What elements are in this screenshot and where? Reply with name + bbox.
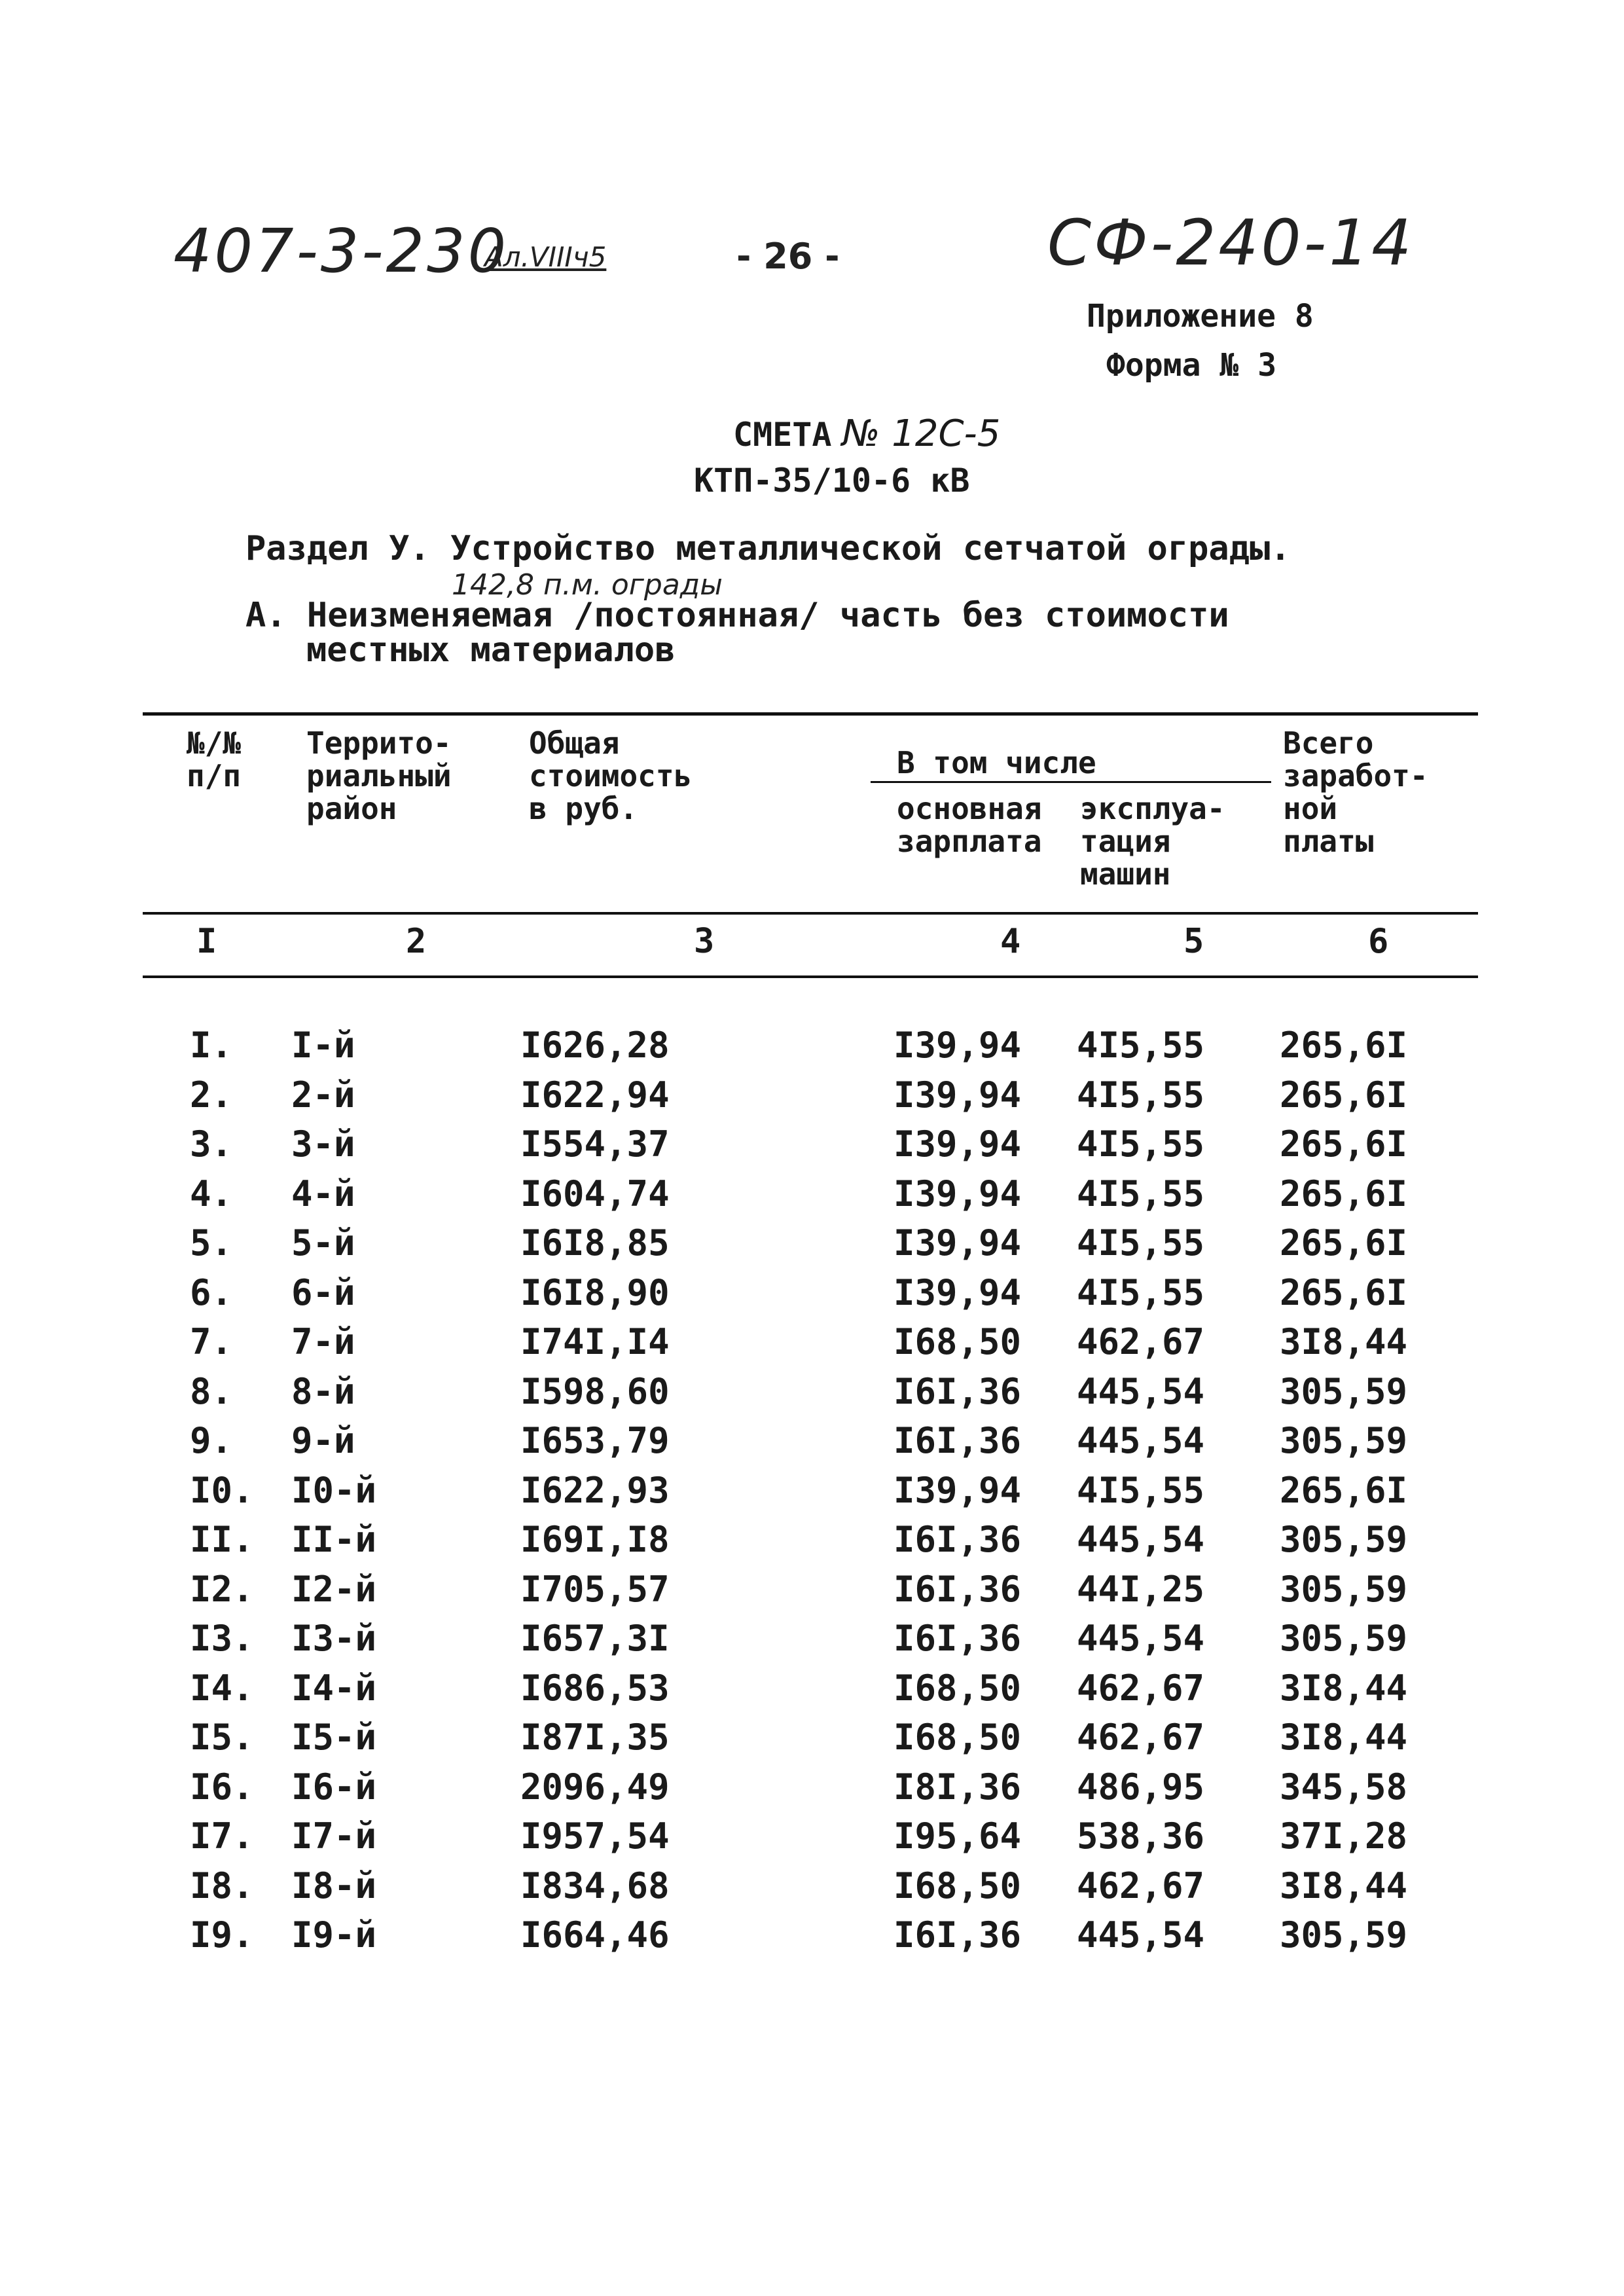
machine-operation-cell: 462,67 — [1077, 1321, 1205, 1362]
total-cost-cell: 2096,49 — [520, 1766, 670, 1808]
appendix-label: Приложение 8 — [1087, 298, 1314, 335]
base-salary-cell: I6I,36 — [893, 1914, 1022, 1956]
row-number-cell: 7. — [190, 1321, 233, 1362]
total-wages-cell: 305,59 — [1280, 1569, 1408, 1610]
total-wages-cell: 265,6I — [1280, 1025, 1408, 1066]
total-wages-cell: 265,6I — [1280, 1272, 1408, 1313]
territorial-district-cell: I0-й — [291, 1470, 377, 1511]
row-number-cell: I4. — [190, 1667, 254, 1709]
total-cost-cell: I705,57 — [520, 1569, 670, 1610]
total-wages-cell: 3I8,44 — [1280, 1865, 1408, 1906]
base-salary-cell: I39,94 — [893, 1123, 1022, 1165]
territorial-district-cell: I3-й — [291, 1618, 377, 1659]
row-number-cell: I0. — [190, 1470, 254, 1511]
row-number-cell: I3. — [190, 1618, 254, 1659]
total-cost-cell: I74I,I4 — [520, 1321, 670, 1362]
table-row — [0, 1667, 1624, 1717]
row-number-cell: 5. — [190, 1222, 233, 1264]
column-number: I — [196, 922, 217, 961]
table-row — [0, 1123, 1624, 1173]
base-salary-cell: I6I,36 — [893, 1519, 1022, 1560]
group-rule — [871, 781, 1271, 783]
total-cost-cell: I834,68 — [520, 1865, 670, 1906]
territorial-district-cell: 9-й — [291, 1420, 355, 1461]
machine-operation-cell: 538,36 — [1077, 1815, 1205, 1857]
territorial-district-cell: 5-й — [291, 1222, 355, 1264]
header-col6: Всего заработ- ной платы — [1283, 725, 1428, 859]
base-salary-cell: I39,94 — [893, 1173, 1022, 1214]
machine-operation-cell: 4I5,55 — [1077, 1123, 1205, 1165]
table-row — [0, 1222, 1624, 1271]
total-wages-cell: 305,59 — [1280, 1519, 1408, 1560]
territorial-district-cell: I-й — [291, 1025, 355, 1066]
total-cost-cell: I664,46 — [520, 1914, 670, 1956]
column-number: 5 — [1183, 922, 1204, 961]
table-row — [0, 1766, 1624, 1815]
machine-operation-cell: 4I5,55 — [1077, 1272, 1205, 1313]
header-col5: эксплуа- тация машин — [1080, 791, 1225, 892]
column-number: 6 — [1368, 922, 1389, 961]
table-row — [0, 1717, 1624, 1766]
machine-operation-cell: 44I,25 — [1077, 1569, 1205, 1610]
machine-operation-cell: 462,67 — [1077, 1717, 1205, 1758]
row-number-cell: I9. — [190, 1914, 254, 1956]
machine-operation-cell: 445,54 — [1077, 1618, 1205, 1659]
row-number-cell: I7. — [190, 1815, 254, 1857]
base-salary-cell: I6I,36 — [893, 1371, 1022, 1412]
column-number: 3 — [694, 922, 715, 961]
total-wages-cell: 305,59 — [1280, 1618, 1408, 1659]
base-salary-cell: I6I,36 — [893, 1569, 1022, 1610]
base-salary-cell: I68,50 — [893, 1865, 1022, 1906]
total-cost-cell: I957,54 — [520, 1815, 670, 1857]
form-label: Форма № 3 — [1106, 347, 1277, 384]
territorial-district-cell: 6-й — [291, 1272, 355, 1313]
table-row — [0, 1815, 1624, 1865]
table-row — [0, 1025, 1624, 1074]
machine-operation-cell: 445,54 — [1077, 1371, 1205, 1412]
total-wages-cell: 265,6I — [1280, 1470, 1408, 1511]
territorial-district-cell: I8-й — [291, 1865, 377, 1906]
territorial-district-cell: I2-й — [291, 1569, 377, 1610]
total-wages-cell: 265,6I — [1280, 1123, 1408, 1165]
header-col3: Общая стоимость в руб. — [529, 725, 693, 826]
territorial-district-cell: I9-й — [291, 1914, 377, 1956]
estimate-label: СМЕТА — [733, 416, 832, 454]
table-row — [0, 1914, 1624, 1963]
column-number: 2 — [406, 922, 427, 961]
total-wages-cell: 345,58 — [1280, 1766, 1408, 1808]
territorial-district-cell: I6-й — [291, 1766, 377, 1808]
table-row — [0, 1321, 1624, 1370]
row-number-cell: I5. — [190, 1717, 254, 1758]
machine-operation-cell: 4I5,55 — [1077, 1222, 1205, 1264]
total-wages-cell: 265,6I — [1280, 1173, 1408, 1214]
total-cost-cell: I626,28 — [520, 1025, 670, 1066]
total-wages-cell: 3I8,44 — [1280, 1321, 1408, 1362]
column-number: 4 — [1000, 922, 1021, 961]
total-wages-cell: 3I8,44 — [1280, 1717, 1408, 1758]
header-col1: №/№ п/п — [187, 725, 242, 793]
total-wages-cell: 305,59 — [1280, 1420, 1408, 1461]
row-number-cell: 9. — [190, 1420, 233, 1461]
machine-operation-cell: 4I5,55 — [1077, 1074, 1205, 1116]
row-number-cell: 2. — [190, 1074, 233, 1116]
total-cost-cell: I598,60 — [520, 1371, 670, 1412]
total-cost-cell: I6I8,85 — [520, 1222, 670, 1264]
row-number-cell: II. — [190, 1519, 254, 1560]
table-row — [0, 1272, 1624, 1321]
machine-operation-cell: 445,54 — [1077, 1420, 1205, 1461]
territorial-district-cell: I4-й — [291, 1667, 377, 1709]
table-row — [0, 1470, 1624, 1519]
base-salary-cell: I6I,36 — [893, 1420, 1022, 1461]
territorial-district-cell: II-й — [291, 1519, 377, 1560]
header-bottom-rule — [143, 912, 1478, 915]
page-number: - 26 - — [736, 236, 840, 277]
base-salary-cell: I95,64 — [893, 1815, 1022, 1857]
total-cost-cell: I554,37 — [520, 1123, 670, 1165]
base-salary-cell: I68,50 — [893, 1321, 1022, 1362]
total-cost-cell: I686,53 — [520, 1667, 670, 1709]
total-cost-cell: I69I,I8 — [520, 1519, 670, 1560]
total-wages-cell: 305,59 — [1280, 1371, 1408, 1412]
total-cost-cell: I622,93 — [520, 1470, 670, 1511]
base-salary-cell: I39,94 — [893, 1272, 1022, 1313]
total-cost-cell: I604,74 — [520, 1173, 670, 1214]
machine-operation-cell: 445,54 — [1077, 1519, 1205, 1560]
territorial-district-cell: 8-й — [291, 1371, 355, 1412]
total-cost-cell: I87I,35 — [520, 1717, 670, 1758]
section-title: Раздел У. Устройство металлической сетчатой ограды. — [245, 529, 1291, 568]
row-number-cell: 6. — [190, 1272, 233, 1313]
table-row — [0, 1420, 1624, 1469]
table-row — [0, 1569, 1624, 1618]
estimate-number: № 12С-5 — [842, 412, 1001, 455]
territorial-district-cell: 4-й — [291, 1173, 355, 1214]
total-wages-cell: 37I,28 — [1280, 1815, 1408, 1857]
base-salary-cell: I68,50 — [893, 1717, 1022, 1758]
row-number-cell: 3. — [190, 1123, 233, 1165]
territorial-district-cell: 7-й — [291, 1321, 355, 1362]
row-number-cell: 8. — [190, 1371, 233, 1412]
table-row — [0, 1173, 1624, 1222]
total-cost-cell: I653,79 — [520, 1420, 670, 1461]
row-number-cell: 4. — [190, 1173, 233, 1214]
table-row — [0, 1618, 1624, 1667]
total-wages-cell: 3I8,44 — [1280, 1667, 1408, 1709]
machine-operation-cell: 4I5,55 — [1077, 1173, 1205, 1214]
base-salary-cell: I39,94 — [893, 1470, 1022, 1511]
row-number-cell: I8. — [190, 1865, 254, 1906]
row-number-cell: I2. — [190, 1569, 254, 1610]
table-top-rule — [143, 712, 1478, 716]
machine-operation-cell: 486,95 — [1077, 1766, 1205, 1808]
base-salary-cell: I39,94 — [893, 1222, 1022, 1264]
base-salary-cell: I6I,36 — [893, 1618, 1022, 1659]
territorial-district-cell: I7-й — [291, 1815, 377, 1857]
handwritten-note: 142,8 п.м. ограды — [452, 568, 723, 602]
part-a-title-cont: местных материалов — [306, 630, 676, 670]
sheet-code: СФ-240-14 — [1047, 206, 1415, 280]
column-numbers-bottom-rule — [143, 975, 1478, 978]
header-group: В том числе — [897, 745, 1096, 780]
territorial-district-cell: 2-й — [291, 1074, 355, 1116]
base-salary-cell: I8I,36 — [893, 1766, 1022, 1808]
base-salary-cell: I39,94 — [893, 1074, 1022, 1116]
machine-operation-cell: 4I5,55 — [1077, 1470, 1205, 1511]
territorial-district-cell: 3-й — [291, 1123, 355, 1165]
machine-operation-cell: 462,67 — [1077, 1865, 1205, 1906]
total-wages-cell: 265,6I — [1280, 1074, 1408, 1116]
document-code: 407-3-230 — [173, 216, 509, 286]
header-col2: Террито- риальный район — [306, 725, 452, 826]
table-row — [0, 1865, 1624, 1914]
row-number-cell: I. — [190, 1025, 233, 1066]
machine-operation-cell: 4I5,55 — [1077, 1025, 1205, 1066]
total-cost-cell: I6I8,90 — [520, 1272, 670, 1313]
territorial-district-cell: I5-й — [291, 1717, 377, 1758]
document-subcode: Ал.VIIIч5 — [484, 241, 607, 273]
estimate-subtitle: КТП-35/10-6 кВ — [694, 462, 970, 500]
header-col4: основная зарплата — [897, 791, 1042, 859]
estimate-title — [733, 412, 1000, 458]
base-salary-cell: I39,94 — [893, 1025, 1022, 1066]
base-salary-cell: I68,50 — [893, 1667, 1022, 1709]
total-cost-cell: I622,94 — [520, 1074, 670, 1116]
table-row — [0, 1074, 1624, 1123]
machine-operation-cell: 445,54 — [1077, 1914, 1205, 1956]
total-wages-cell: 265,6I — [1280, 1222, 1408, 1264]
table-row — [0, 1519, 1624, 1568]
table-row — [0, 1371, 1624, 1420]
part-a-title: А. Неизменяемая /постоянная/ часть без стоимости — [245, 596, 1229, 635]
total-cost-cell: I657,3I — [520, 1618, 670, 1659]
machine-operation-cell: 462,67 — [1077, 1667, 1205, 1709]
row-number-cell: I6. — [190, 1766, 254, 1808]
total-wages-cell: 305,59 — [1280, 1914, 1408, 1956]
